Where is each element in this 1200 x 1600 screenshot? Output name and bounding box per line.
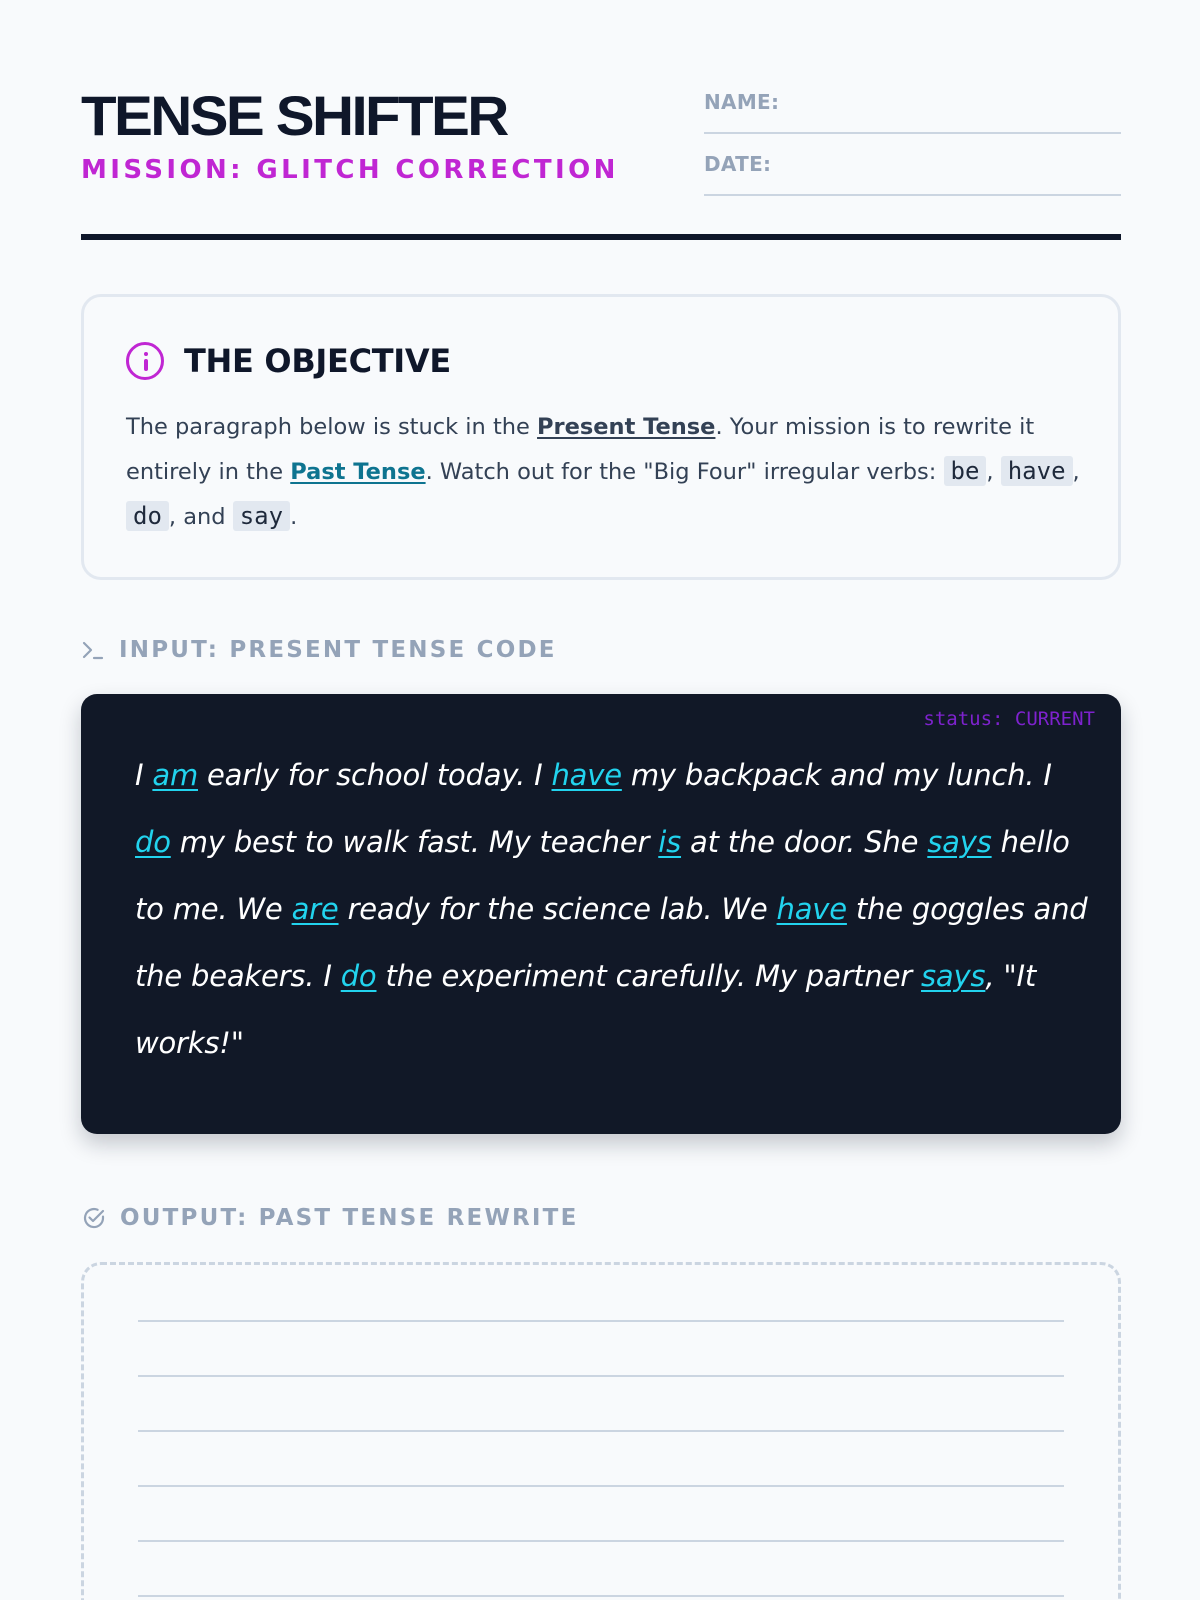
instruction-text: . Watch out for the "Big Four" irregular verbs:	[425, 459, 944, 485]
header-divider	[81, 234, 1121, 240]
instruction-text: The paragraph below is stuck in the	[126, 414, 538, 440]
present-verb: do	[340, 959, 377, 993]
paragraph-text: , "It works!"	[135, 959, 1037, 1060]
writing-line[interactable]	[138, 1375, 1064, 1377]
present-verb: is	[658, 825, 682, 859]
present-verb: do	[135, 825, 171, 859]
page-subtitle: MISSION: GLITCH CORRECTION	[81, 155, 619, 185]
status-badge: status: CURRENT	[923, 708, 1095, 730]
present-verb: says	[927, 825, 992, 859]
separator: ,	[1072, 459, 1080, 485]
paragraph-text: the goggles and the beakers. I	[135, 892, 1088, 993]
writing-line[interactable]	[138, 1320, 1064, 1322]
objective-instructions	[126, 405, 1086, 539]
date-label: DATE:	[704, 152, 772, 176]
separator: , and	[168, 504, 233, 530]
present-verb: says	[920, 959, 986, 993]
name-field[interactable]	[704, 86, 1121, 134]
writing-line[interactable]	[138, 1430, 1064, 1432]
output-section-label	[81, 1202, 579, 1234]
paragraph-text: my best to walk fast. My teacher	[170, 825, 659, 859]
paragraph-text: at the door. She	[681, 825, 928, 859]
present-verb: am	[152, 758, 198, 792]
present-verb: have	[551, 758, 622, 792]
name-label: NAME:	[704, 90, 780, 114]
verb-chip: be	[944, 456, 987, 486]
present-verb: have	[776, 892, 847, 926]
input-code-panel	[81, 694, 1121, 1134]
terminal-icon	[81, 638, 105, 662]
paragraph-text: early for school today. I	[198, 758, 552, 792]
paragraph-text: the experiment carefully. My partner	[376, 959, 921, 993]
objective-card	[81, 294, 1121, 580]
paragraph-text: ready for the science lab. We	[338, 892, 777, 926]
writing-line[interactable]	[138, 1595, 1064, 1597]
paragraph-text: my backpack and my lunch. I	[621, 758, 1052, 792]
keyword-present-tense: Present Tense	[537, 414, 716, 440]
keyword-past-tense: Past Tense	[290, 459, 426, 485]
page-title: TENSE SHIFTER	[81, 84, 507, 147]
present-verb: are	[291, 892, 339, 926]
objective-heading	[126, 341, 451, 381]
objective-title: THE OBJECTIVE	[184, 342, 451, 380]
separator: ,	[986, 459, 1001, 485]
instruction-text: . Your mission is to rewrite it entirely in the	[126, 414, 1035, 485]
separator: .	[290, 504, 298, 530]
verb-chip: have	[1001, 456, 1073, 486]
paragraph-text: hello to me. We	[135, 825, 1070, 926]
info-circle-icon	[126, 342, 164, 380]
output-label: OUTPUT: PAST TENSE REWRITE	[120, 1205, 579, 1231]
present-tense-paragraph	[135, 742, 1095, 1077]
date-field[interactable]	[704, 148, 1121, 196]
verb-chip: do	[126, 501, 169, 531]
writing-line[interactable]	[138, 1540, 1064, 1542]
writing-line[interactable]	[138, 1485, 1064, 1487]
paragraph-text: I	[135, 758, 153, 792]
input-label: INPUT: PRESENT TENSE CODE	[119, 637, 557, 663]
check-circle-icon	[81, 1205, 107, 1231]
worksheet-header	[81, 82, 1121, 242]
past-tense-answer-area[interactable]	[81, 1262, 1121, 1600]
input-section-label	[81, 634, 557, 666]
verb-chip: say	[233, 501, 290, 531]
